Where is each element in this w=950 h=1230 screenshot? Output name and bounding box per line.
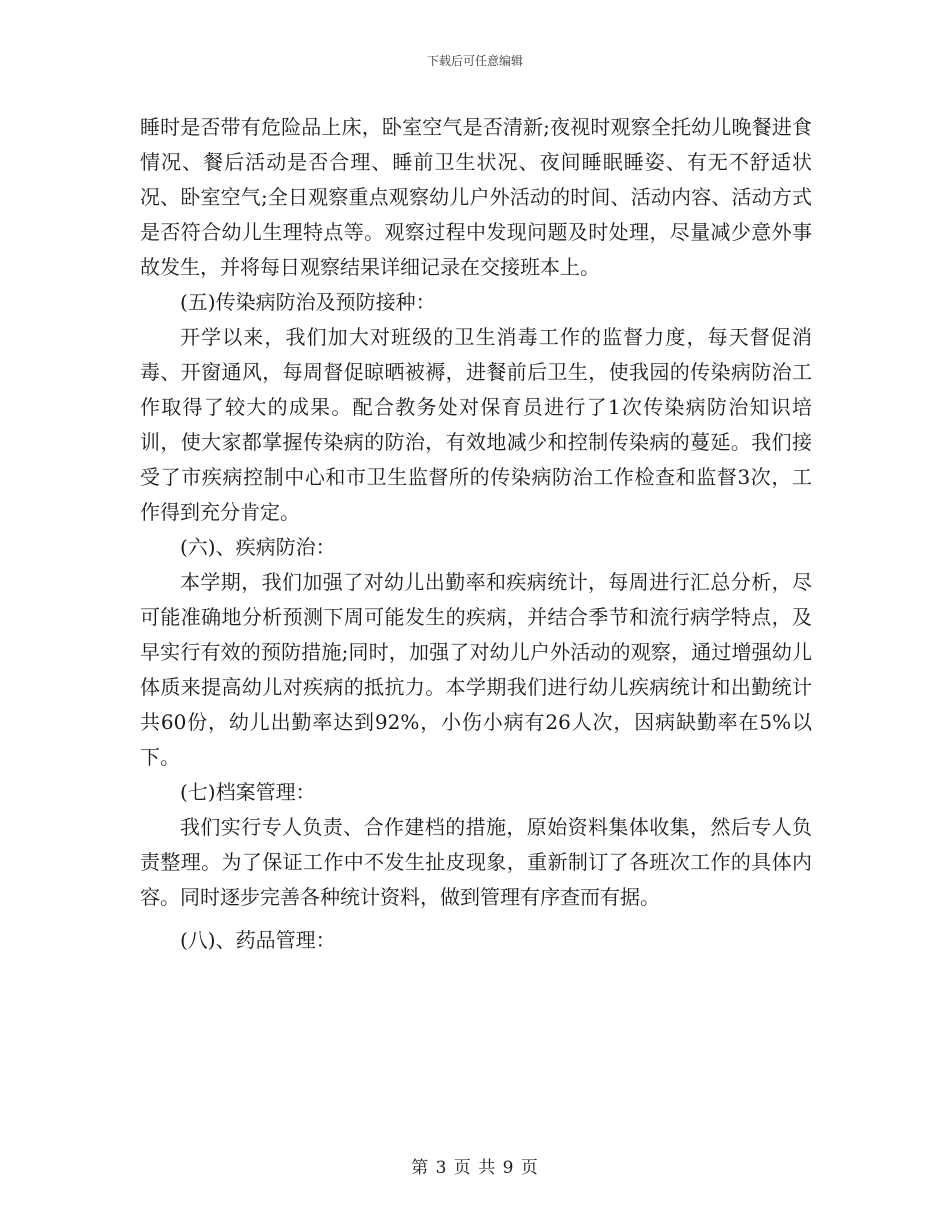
- heading-archive-management: (七)档案管理：: [180, 780, 316, 804]
- heading-infectious-disease: (五)传染病防治及预防接种：: [180, 290, 436, 314]
- paragraph-observation: 睡时是否带有危险品上床，卧室空气是否清新;夜视时观察全托幼儿晚餐进食情况、餐后活动是否合理、睡前卫生状况、夜间睡眠睡姿、有无不舒适状况、卧室空气;全日观察重点观察幼儿户外活动的时间、活动内容、活动方式是否符合幼儿生理特点等。观察过程中发现问题及时处理，尽量减少意外事故发生，并将每日观察结果详细记录在交接班本上。: [140, 115, 812, 279]
- page-number: 第 3 页 共 9 页: [411, 1158, 539, 1178]
- heading-medicine-management: (八)、药品管理：: [180, 928, 336, 952]
- heading-disease-prevention: (六)、疾病防治：: [180, 535, 336, 559]
- document-body: [140, 110, 812, 958]
- paragraph-disease-prevention: 本学期，我们加强了对幼儿出勤率和疾病统计，每周进行汇总分析，尽可能准确地分析预测下周可能发生的疾病，并结合季节和流行病学特点，及早实行有效的预防措施;同时，加强了对幼儿户外活动的观察，通过增强幼儿体质来提高幼儿对疾病的抵抗力。本学期我们进行幼儿疾病统计和出勤统计共60份，幼儿出勤率达到92%，小伤小病有26人次，因病缺勤率在5%以下。: [140, 570, 812, 769]
- paragraph-infectious-disease: 开学以来，我们加大对班级的卫生消毒工作的监督力度，每天督促消毒、开窗通风，每周督促晾晒被褥，进餐前后卫生，使我园的传染病防治工作取得了较大的成果。配合教务处对保育员进行了1次传染病防治知识培训，使大家都掌握传染病的防治，有效地减少和控制传染病的蔓延。我们接受了市疾病控制中心和市卫生监督所的传染病防治工作检查和监督3次，工作得到充分肯定。: [140, 325, 812, 524]
- page-header: 下载后可任意编辑: [426, 54, 523, 68]
- paragraph-archive-management: 我们实行专人负责、合作建档的措施，原始资料集体收集，然后专人负责整理。为了保证工作中不发生扯皮现象，重新制订了各班次工作的具体内容。同时逐步完善各种统计资料，做到管理有序查而有据。: [140, 815, 812, 909]
